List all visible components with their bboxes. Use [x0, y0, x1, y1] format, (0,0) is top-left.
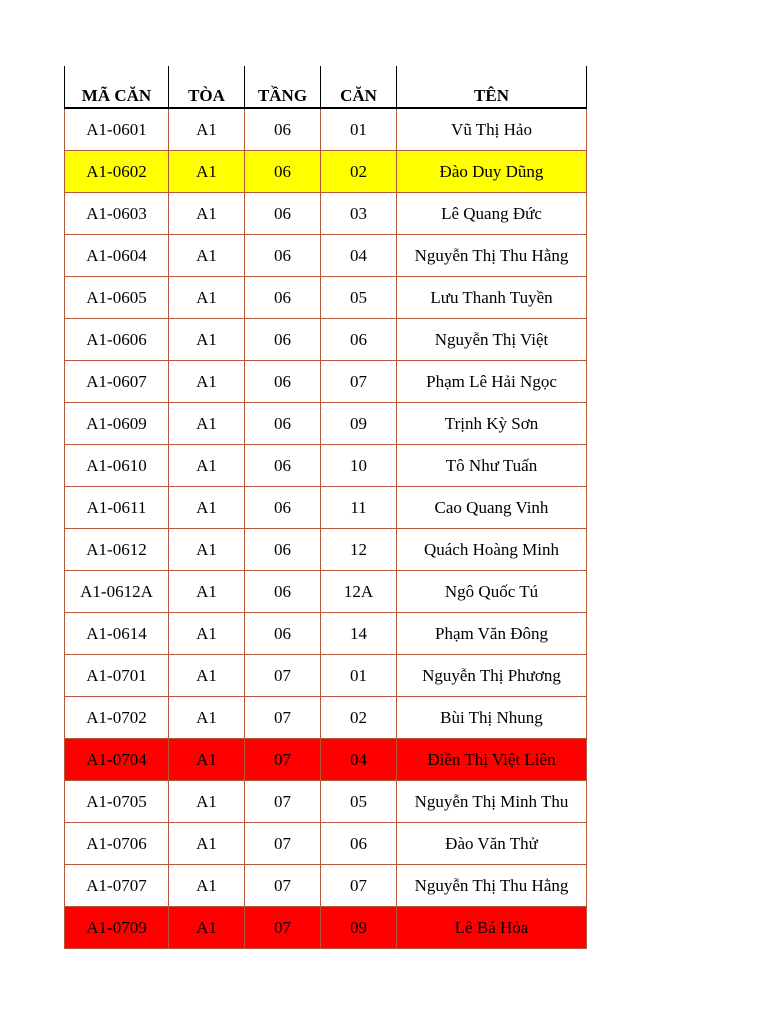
- cell-ten[interactable]: Nguyễn Thị Thu Hằng: [397, 235, 587, 277]
- table-row[interactable]: [65, 571, 587, 613]
- cell-ten[interactable]: Điền Thị Việt Liên: [397, 739, 587, 781]
- cell-toa[interactable]: A1: [169, 193, 245, 235]
- cell-can[interactable]: 11: [321, 487, 397, 529]
- cell-ten[interactable]: Bùi Thị Nhung: [397, 697, 587, 739]
- cell-can[interactable]: 07: [321, 865, 397, 907]
- cell-tang[interactable]: 06: [245, 403, 321, 445]
- table-row[interactable]: [65, 403, 587, 445]
- cell-toa[interactable]: A1: [169, 235, 245, 277]
- cell-tang[interactable]: 06: [245, 151, 321, 193]
- table-row[interactable]: [65, 193, 587, 235]
- cell-ten[interactable]: Trịnh Kỳ Sơn: [397, 403, 587, 445]
- cell-toa[interactable]: A1: [169, 739, 245, 781]
- cell-ma-can[interactable]: A1-0707: [65, 865, 169, 907]
- cell-ma-can[interactable]: A1-0603: [65, 193, 169, 235]
- cell-can[interactable]: 09: [321, 907, 397, 949]
- cell-ma-can[interactable]: A1-0607: [65, 361, 169, 403]
- cell-ma-can[interactable]: A1-0701: [65, 655, 169, 697]
- cell-can[interactable]: 10: [321, 445, 397, 487]
- cell-can[interactable]: 01: [321, 108, 397, 151]
- table-row[interactable]: [65, 445, 587, 487]
- cell-can[interactable]: 12A: [321, 571, 397, 613]
- table-row[interactable]: [65, 487, 587, 529]
- cell-ma-can[interactable]: A1-0606: [65, 319, 169, 361]
- cell-ma-can[interactable]: A1-0612: [65, 529, 169, 571]
- cell-ma-can[interactable]: A1-0704: [65, 739, 169, 781]
- cell-can[interactable]: 01: [321, 655, 397, 697]
- cell-ma-can[interactable]: A1-0609: [65, 403, 169, 445]
- cell-can[interactable]: 12: [321, 529, 397, 571]
- cell-ten[interactable]: Tô Như Tuấn: [397, 445, 587, 487]
- cell-can[interactable]: 05: [321, 277, 397, 319]
- table-row[interactable]: [65, 823, 587, 865]
- cell-toa[interactable]: A1: [169, 907, 245, 949]
- cell-tang[interactable]: 06: [245, 277, 321, 319]
- cell-tang[interactable]: 06: [245, 361, 321, 403]
- cell-toa[interactable]: A1: [169, 108, 245, 151]
- cell-tang[interactable]: 07: [245, 697, 321, 739]
- cell-tang[interactable]: 07: [245, 655, 321, 697]
- cell-tang[interactable]: 07: [245, 865, 321, 907]
- cell-tang[interactable]: 06: [245, 108, 321, 151]
- cell-ma-can[interactable]: A1-0610: [65, 445, 169, 487]
- table-body: [65, 108, 587, 949]
- cell-toa[interactable]: A1: [169, 823, 245, 865]
- cell-toa[interactable]: A1: [169, 655, 245, 697]
- header-ma-can: MÃ CĂN: [65, 66, 169, 108]
- cell-ten[interactable]: Nguyễn Thị Thu Hằng: [397, 865, 587, 907]
- cell-toa[interactable]: A1: [169, 277, 245, 319]
- cell-can[interactable]: 07: [321, 361, 397, 403]
- cell-toa[interactable]: A1: [169, 445, 245, 487]
- table-row[interactable]: [65, 361, 587, 403]
- header-can: CĂN: [321, 66, 397, 108]
- cell-ma-can[interactable]: A1-0611: [65, 487, 169, 529]
- table-row[interactable]: [65, 319, 587, 361]
- cell-toa[interactable]: A1: [169, 865, 245, 907]
- cell-toa[interactable]: A1: [169, 613, 245, 655]
- cell-tang[interactable]: 07: [245, 739, 321, 781]
- cell-ten[interactable]: Đào Duy Dũng: [397, 151, 587, 193]
- cell-ma-can[interactable]: A1-0614: [65, 613, 169, 655]
- cell-toa[interactable]: A1: [169, 697, 245, 739]
- cell-tang[interactable]: 06: [245, 445, 321, 487]
- cell-tang[interactable]: 06: [245, 487, 321, 529]
- cell-ma-can[interactable]: A1-0709: [65, 907, 169, 949]
- cell-tang[interactable]: 07: [245, 907, 321, 949]
- cell-ten[interactable]: Quách Hoàng Minh: [397, 529, 587, 571]
- table-row[interactable]: [65, 781, 587, 823]
- cell-ma-can[interactable]: A1-0604: [65, 235, 169, 277]
- cell-can[interactable]: 02: [321, 151, 397, 193]
- table-row[interactable]: [65, 529, 587, 571]
- cell-ma-can[interactable]: A1-0612A: [65, 571, 169, 613]
- cell-ten[interactable]: Ngô Quốc Tú: [397, 571, 587, 613]
- cell-toa[interactable]: A1: [169, 781, 245, 823]
- header-row: [65, 66, 587, 108]
- cell-ma-can[interactable]: A1-0706: [65, 823, 169, 865]
- cell-toa[interactable]: A1: [169, 361, 245, 403]
- table-row[interactable]: [65, 697, 587, 739]
- table-row[interactable]: [65, 151, 587, 193]
- table-row[interactable]: [65, 655, 587, 697]
- cell-ma-can[interactable]: A1-0602: [65, 151, 169, 193]
- cell-ten[interactable]: Lê Quang Đức: [397, 193, 587, 235]
- cell-ma-can[interactable]: A1-0705: [65, 781, 169, 823]
- apartment-table: [64, 66, 587, 949]
- cell-tang[interactable]: 06: [245, 529, 321, 571]
- table-row[interactable]: [65, 235, 587, 277]
- cell-ten[interactable]: Vũ Thị Hảo: [397, 108, 587, 151]
- cell-ma-can[interactable]: A1-0702: [65, 697, 169, 739]
- table-row[interactable]: [65, 739, 587, 781]
- cell-toa[interactable]: A1: [169, 319, 245, 361]
- table-row[interactable]: [65, 108, 587, 151]
- cell-ten[interactable]: Nguyễn Thị Việt: [397, 319, 587, 361]
- table-header: [65, 66, 587, 108]
- cell-can[interactable]: 03: [321, 193, 397, 235]
- cell-tang[interactable]: 06: [245, 319, 321, 361]
- cell-toa[interactable]: A1: [169, 571, 245, 613]
- cell-ten[interactable]: Lê Bá Hỏa: [397, 907, 587, 949]
- cell-toa[interactable]: A1: [169, 487, 245, 529]
- cell-can[interactable]: 06: [321, 319, 397, 361]
- header-ten: TÊN: [397, 66, 587, 108]
- cell-tang[interactable]: 06: [245, 193, 321, 235]
- cell-ten[interactable]: Nguyễn Thị Phương: [397, 655, 587, 697]
- cell-toa[interactable]: A1: [169, 529, 245, 571]
- cell-ma-can[interactable]: A1-0601: [65, 108, 169, 151]
- table-row[interactable]: [65, 277, 587, 319]
- table-row[interactable]: [65, 613, 587, 655]
- cell-tang[interactable]: 07: [245, 781, 321, 823]
- cell-ma-can[interactable]: A1-0605: [65, 277, 169, 319]
- cell-can[interactable]: 14: [321, 613, 397, 655]
- table-row[interactable]: [65, 865, 587, 907]
- cell-toa[interactable]: A1: [169, 151, 245, 193]
- cell-tang[interactable]: 06: [245, 235, 321, 277]
- cell-tang[interactable]: 06: [245, 613, 321, 655]
- header-tang: TẦNG: [245, 66, 321, 108]
- cell-ten[interactable]: Phạm Văn Đông: [397, 613, 587, 655]
- cell-can[interactable]: 06: [321, 823, 397, 865]
- cell-toa[interactable]: A1: [169, 403, 245, 445]
- cell-can[interactable]: 02: [321, 697, 397, 739]
- cell-can[interactable]: 09: [321, 403, 397, 445]
- cell-tang[interactable]: 06: [245, 571, 321, 613]
- cell-can[interactable]: 04: [321, 235, 397, 277]
- cell-tang[interactable]: 07: [245, 823, 321, 865]
- cell-ten[interactable]: Cao Quang Vinh: [397, 487, 587, 529]
- table-row[interactable]: [65, 907, 587, 949]
- cell-ten[interactable]: Phạm Lê Hải Ngọc: [397, 361, 587, 403]
- cell-ten[interactable]: Lưu Thanh Tuyền: [397, 277, 587, 319]
- cell-can[interactable]: 04: [321, 739, 397, 781]
- cell-ten[interactable]: Nguyễn Thị Minh Thu: [397, 781, 587, 823]
- header-toa: TÒA: [169, 66, 245, 108]
- cell-can[interactable]: 05: [321, 781, 397, 823]
- cell-ten[interactable]: Đào Văn Thử: [397, 823, 587, 865]
